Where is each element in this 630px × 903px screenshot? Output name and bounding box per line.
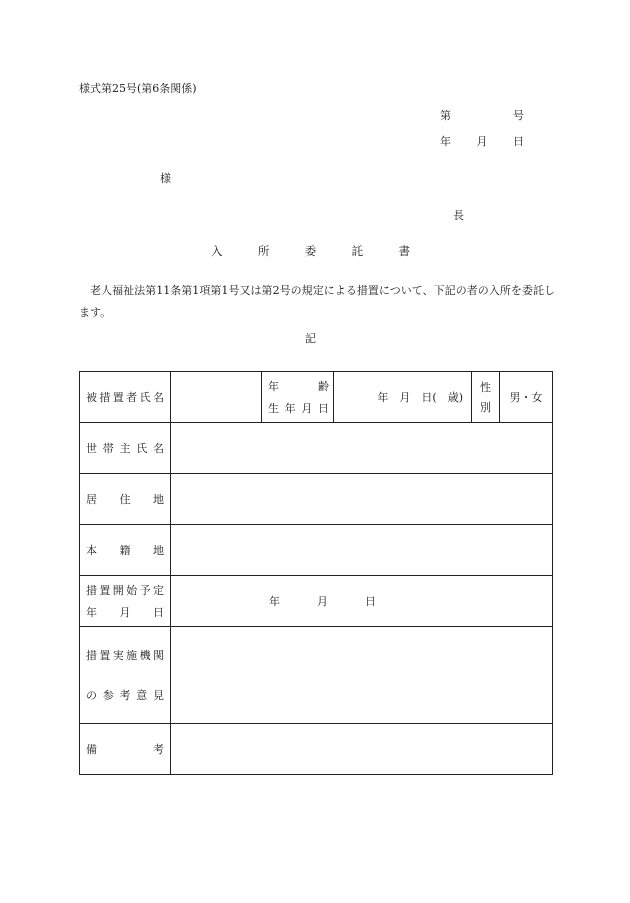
title-char: 所 [257,244,270,258]
document-title [211,243,410,259]
age-label: 年 齢 生 年 月 日 [268,380,329,415]
doc-number-suffix: 号 [513,109,524,122]
title-char: 委 [304,244,317,258]
residence-label: 居 住 地 [86,493,164,506]
body-text: 老人福祉法第11条第1項第1号又は第2号の規定による措置について、下記の者の入所を委託します。 [79,284,555,319]
domicile-label: 本 籍 地 [86,544,164,557]
remarks-label: 備 考 [86,743,164,756]
sex-value-cell[interactable] [500,372,553,423]
consignment-table [79,371,553,775]
remarks-label-cell [80,724,171,775]
start-date-value-cell[interactable] [171,576,553,627]
residence-value-cell[interactable] [171,474,553,525]
document-number [440,107,524,123]
table-row [80,474,553,525]
domicile-value-cell[interactable] [171,525,553,576]
doc-number-prefix: 第 [440,109,451,122]
form-number: 様式第25号(第6条関係) [79,82,197,95]
title-char: 託 [351,244,364,258]
household-label-cell [80,423,171,474]
sex-label-cell [472,372,500,423]
opinion-value-cell[interactable] [171,627,553,724]
table-row [80,724,553,775]
title-char: 入 [211,244,223,258]
issue-date-day: 日 [513,135,524,148]
table-row [80,525,553,576]
start-date-label-cell [80,576,171,627]
issue-date-year: 年 [440,135,451,148]
issue-date [440,133,524,149]
title-char: 書 [398,244,410,258]
opinion-label: 措 置 実 施 機 関 の 参 考 意 見 [86,649,164,702]
remarks-value-cell[interactable] [171,724,553,775]
age-value-cell[interactable] [334,372,472,423]
domicile-label-cell [80,525,171,576]
start-date-value: 年 月 日 [269,595,376,608]
name-value-cell[interactable] [171,372,262,423]
sex-label: 性 別 [480,381,491,414]
age-label-cell [262,372,334,423]
addressee: 様 [160,172,171,185]
table-row [80,372,553,423]
residence-label-cell [80,474,171,525]
opinion-label-cell [80,627,171,724]
household-label: 世 帯 主 氏 名 [86,442,164,455]
age-value: 年 月 日( 歳) [377,391,463,404]
table-row [80,576,553,627]
table-row [80,423,553,474]
issue-date-month: 月 [476,135,488,148]
table-row [80,627,553,724]
name-label: 被 措 置 者 氏 名 [86,391,164,404]
household-value-cell[interactable] [171,423,553,474]
name-label-cell [80,372,171,423]
start-date-label: 措 置 開 始 予 定 年 月 日 [86,584,164,619]
sex-value: 男・女 [509,391,543,404]
ki-heading: 記 [305,332,316,345]
sender: 長 [453,209,464,222]
